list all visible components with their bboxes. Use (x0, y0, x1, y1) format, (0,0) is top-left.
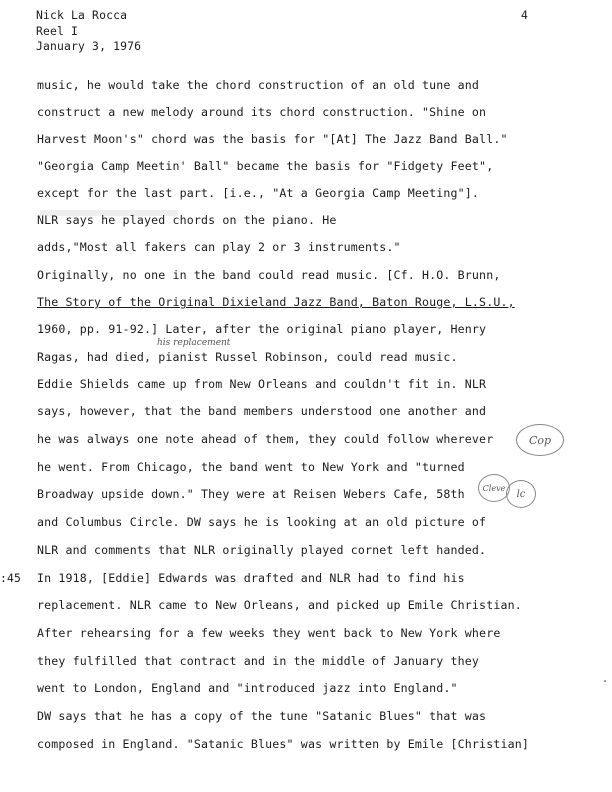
text-line: he went. From Chicago, the band went to New York and "turned (37, 460, 465, 474)
text-line: except for the last part. [i.e., "At a Georgia Camp Meeting"]. (37, 186, 480, 200)
header-reel: Reel I (36, 24, 79, 38)
scan-speck (604, 680, 606, 682)
text-line: says, however, that the band members understood one another and (37, 404, 487, 418)
text-line: and Columbus Circle. DW says he is looking at an old picture of (37, 515, 487, 529)
text-line: construct a new melody around its chord construction. "Shine on (37, 105, 487, 119)
handwritten-mark-cop: Cop (516, 424, 564, 456)
text-line: 1960, pp. 91-92.] Later, after the original piano player, Henry (37, 322, 487, 336)
header-date: January 3, 1976 (36, 39, 142, 53)
text-line: NLR and comments that NLR originally played cornet left handed. (37, 543, 487, 557)
margin-timestamp: :45 (0, 571, 22, 585)
text-line: NLR says he played chords on the piano. He (37, 213, 337, 227)
text-line: composed in England. "Satanic Blues" was written by Emile [Christian] (37, 737, 529, 751)
text-line: After rehearsing for a few weeks they went back to New York where (37, 626, 501, 640)
text-line: music, he would take the chord construction of an old tune and (37, 78, 480, 92)
text-line: In 1918, [Eddie] Edwards was drafted and NLR had to find his (37, 571, 465, 585)
header-name: Nick La Rocca (36, 8, 128, 22)
text-line-book-title: The Story of the Original Dixieland Jazz Band, Baton Rouge, L.S.U., (37, 295, 515, 309)
text-line: Broadway upside down." They were at Reisen Webers Cafe, 58th (37, 487, 465, 501)
text-line: Ragas, had died, pianist Russel Robinson, could read music. (37, 350, 458, 364)
text-line: he was always one note ahead of them, they could follow wherever (37, 432, 494, 446)
text-line: Eddie Shields came up from New Orleans and couldn't fit in. NLR (37, 377, 487, 391)
text-line: went to London, England and "introduced jazz into England." (37, 681, 458, 695)
handwritten-mark-cleve: Cleve (478, 474, 510, 502)
page-number: 4 (521, 8, 529, 22)
text-line: DW says that he has a copy of the tune "Satanic Blues" that was (37, 709, 487, 723)
handwritten-mark-lc: lc (506, 480, 536, 508)
text-line: replacement. NLR came to New Orleans, and picked up Emile Christian. (37, 598, 522, 612)
text-line: they fulfilled that contract and in the middle of January they (37, 654, 480, 668)
text-line: adds,"Most all fakers can play 2 or 3 instruments." (37, 240, 401, 254)
handwritten-insert: his replacement (157, 338, 231, 348)
text-line: Originally, no one in the band could read music. [Cf. H.O. Brunn, (37, 268, 501, 282)
text-line: "Georgia Camp Meetin' Ball" became the basis for "Fidgety Feet", (37, 159, 494, 173)
text-line: Harvest Moon's" chord was the basis for "[At] The Jazz Band Ball." (37, 132, 508, 146)
